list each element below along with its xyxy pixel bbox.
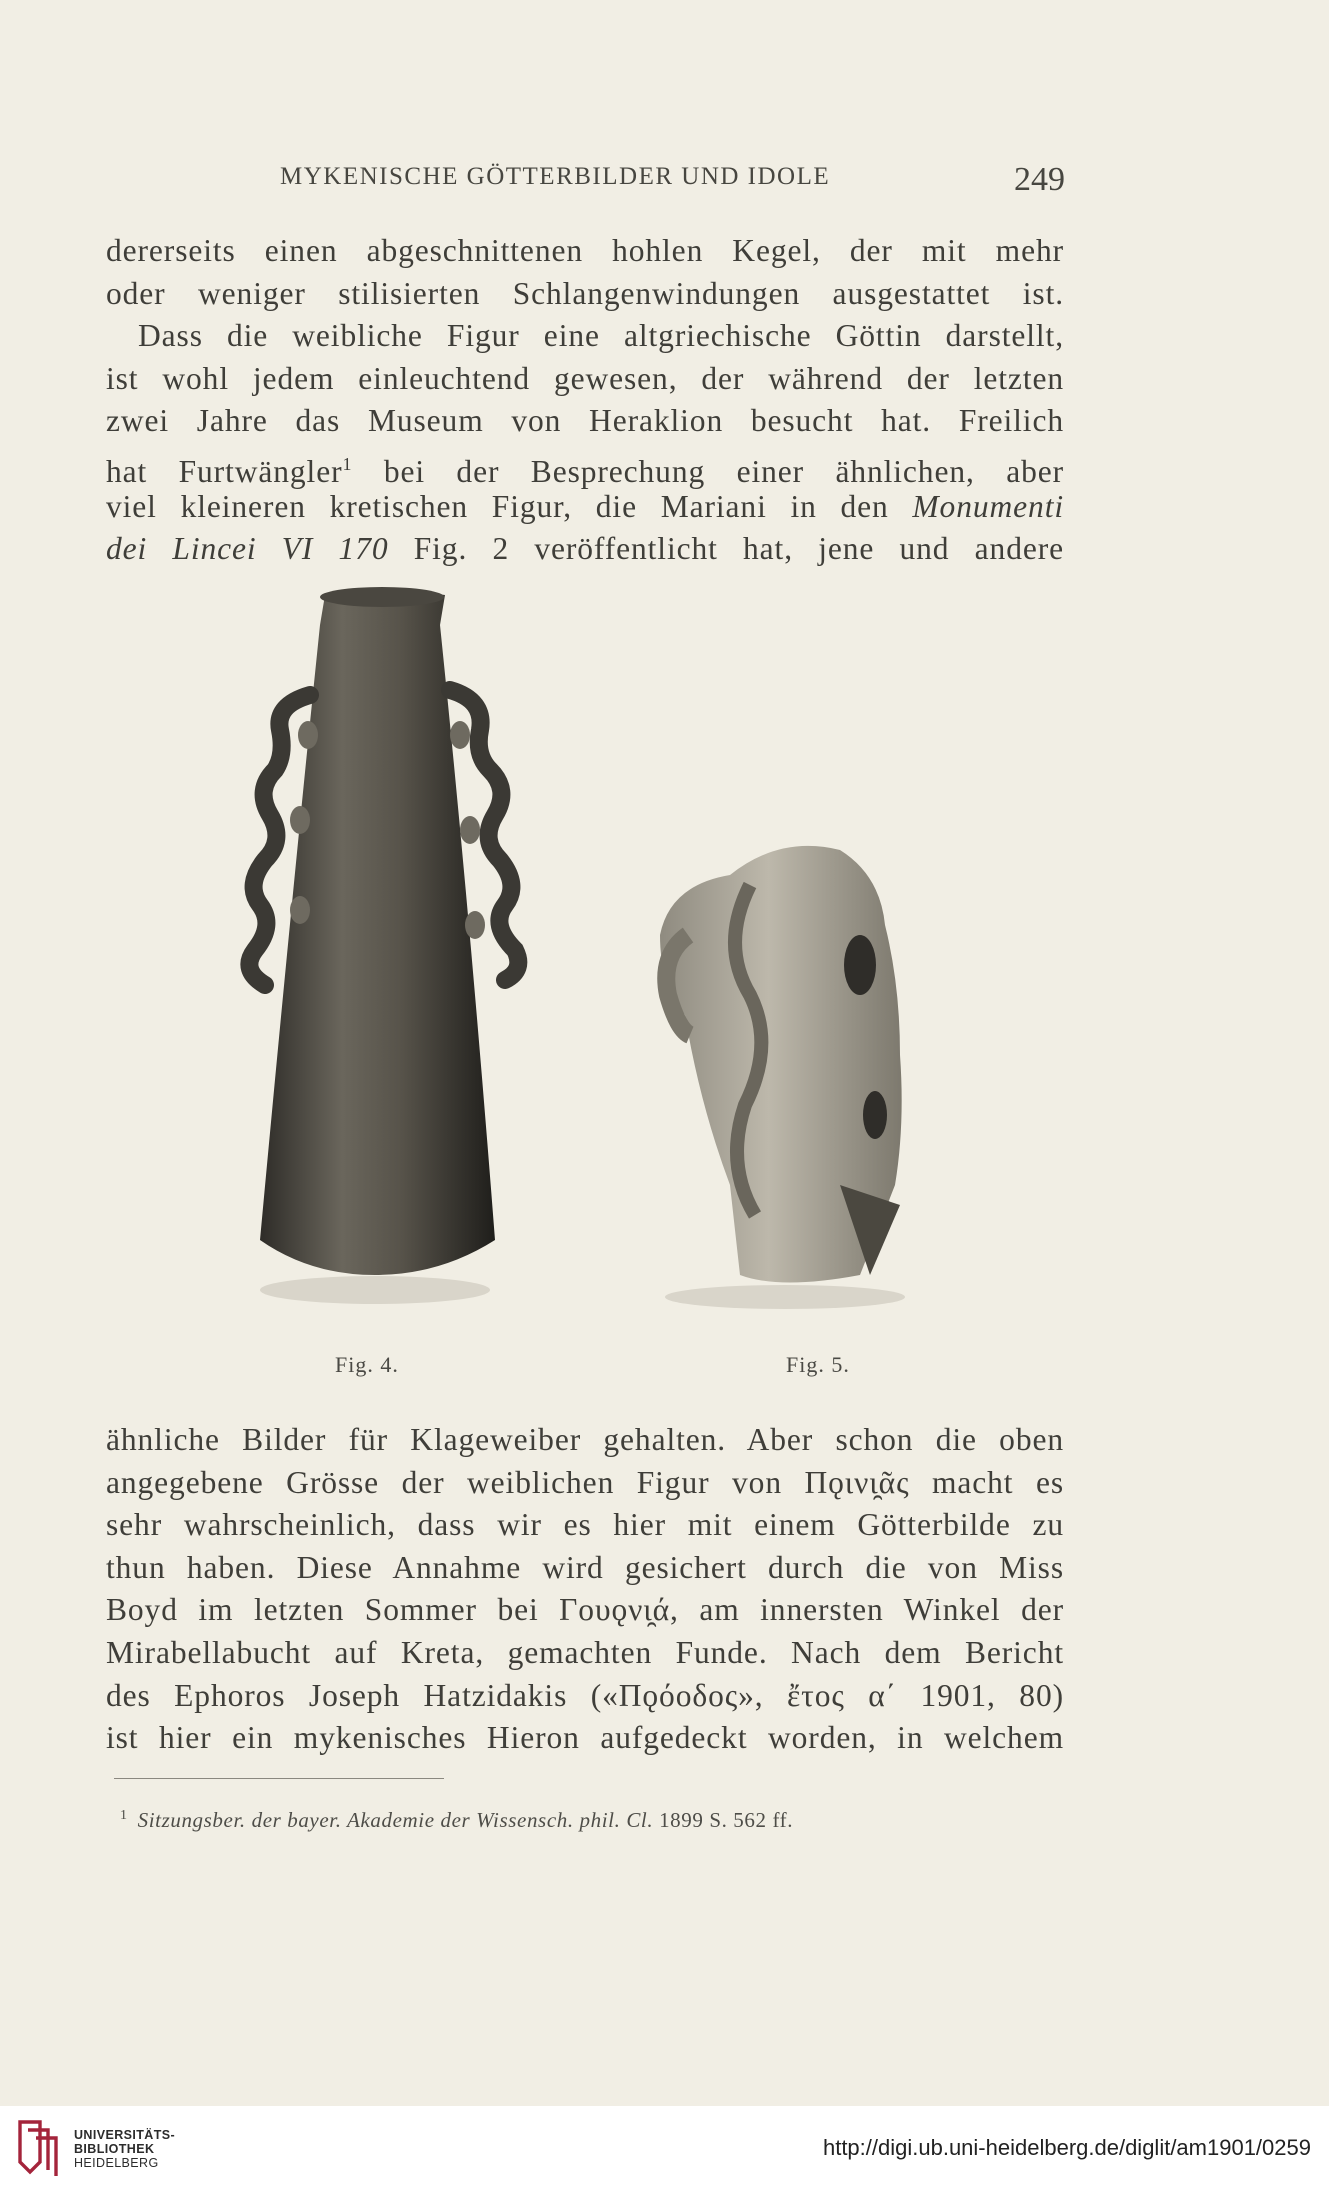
text-line: thun haben. Diese Annahme wird gesichert durch die von Miss bbox=[106, 1549, 1064, 1585]
text-line: ist wohl jedem einleuchtend gewesen, der während der letzten bbox=[106, 360, 1064, 396]
page-number: 249 bbox=[1014, 161, 1065, 198]
footnote-pages: 1899 S. 562 ff. bbox=[653, 1808, 794, 1832]
text-segment: viel kleineren kretischen Figur, die Mariani in den bbox=[106, 488, 913, 524]
text-line: Dass die weibliche Figur eine altgriechische Göttin darstellt, bbox=[138, 318, 1064, 354]
library-line: HEIDELBERG bbox=[74, 2156, 159, 2170]
figure-illustrations bbox=[140, 585, 1040, 1325]
text-line: des Ephoros Joseph Hatzidakis («Πǫόοδος», ἔτος α΄ 1901, 80) bbox=[106, 1677, 1064, 1713]
footnote-mark: 1 bbox=[120, 1808, 128, 1823]
text-line: dererseits einen abgeschnittenen hohlen Kegel, der mit mehr bbox=[106, 233, 1064, 268]
paragraph-top bbox=[106, 230, 1064, 571]
page-header bbox=[105, 163, 1080, 203]
figure-plate bbox=[140, 585, 1040, 1325]
text-line bbox=[106, 486, 1064, 529]
text-line: Boyd im letzten Sommer bei Γουǫνι̯ά, am innersten Winkel der bbox=[106, 1592, 1064, 1628]
footnote-ref: 1 bbox=[342, 453, 353, 474]
source-url-link[interactable]: http://digi.ub.uni-heidelberg.de/diglit/am1901/0259 bbox=[822, 2135, 1311, 2160]
text-line bbox=[106, 443, 1064, 489]
ub-heidelberg-logo-icon[interactable] bbox=[14, 2116, 58, 2178]
text-line: angegebene Grösse der weiblichen Figur von Πǫινι̯ᾶς macht es bbox=[106, 1464, 1064, 1500]
text-line: sehr wahrscheinlich, dass wir es hier mit einem Götterbilde zu bbox=[106, 1507, 1064, 1543]
fig-5-fragment bbox=[660, 846, 905, 1309]
fig-4-vase bbox=[249, 587, 518, 1304]
library-line: BIBLIOTHEK bbox=[74, 2142, 155, 2156]
italic-title: dei Lincei VI 170 bbox=[106, 531, 389, 567]
footnote-divider bbox=[114, 1778, 444, 1779]
text-line: zwei Jahre das Museum von Heraklion besucht hat. Freilich bbox=[106, 403, 1064, 439]
italic-title: Monumenti bbox=[912, 488, 1064, 524]
text-segment: Fig. 2 veröffentlicht hat, jene und andere bbox=[388, 531, 1065, 567]
figure-caption-5: Fig. 5. bbox=[786, 1352, 850, 1377]
text-segment: bei der Besprechung einer ähnlichen, aber bbox=[352, 453, 1064, 489]
figure-caption-4: Fig. 4. bbox=[335, 1352, 399, 1377]
library-line: UNIVERSITÄTS- bbox=[74, 2128, 176, 2142]
paragraph-bottom bbox=[106, 1419, 1064, 1760]
running-head: MYKENISCHE GÖTTERBILDER UND IDOLE bbox=[280, 163, 831, 190]
library-name bbox=[74, 2128, 175, 2170]
text-line bbox=[106, 528, 1064, 571]
text-line: ist hier ein mykenisches Hieron aufgedeckt worden, in welchem bbox=[106, 1720, 1064, 1756]
footnote-citation: Sitzungsber. der bayer. Akademie der Wissensch. phil. Cl. bbox=[137, 1808, 654, 1832]
text-line: oder weniger stilisierten Schlangenwindungen ausgestattet ist. bbox=[106, 275, 1064, 311]
text-line: ähnliche Bilder für Klageweiber gehalten. Aber schon die oben bbox=[106, 1422, 1064, 1457]
text-segment: hat Furtwängler bbox=[106, 453, 343, 489]
text-line: Mirabellabucht auf Kreta, gemachten Funde. Nach dem Bericht bbox=[106, 1634, 1064, 1670]
footnote bbox=[120, 1808, 793, 1833]
